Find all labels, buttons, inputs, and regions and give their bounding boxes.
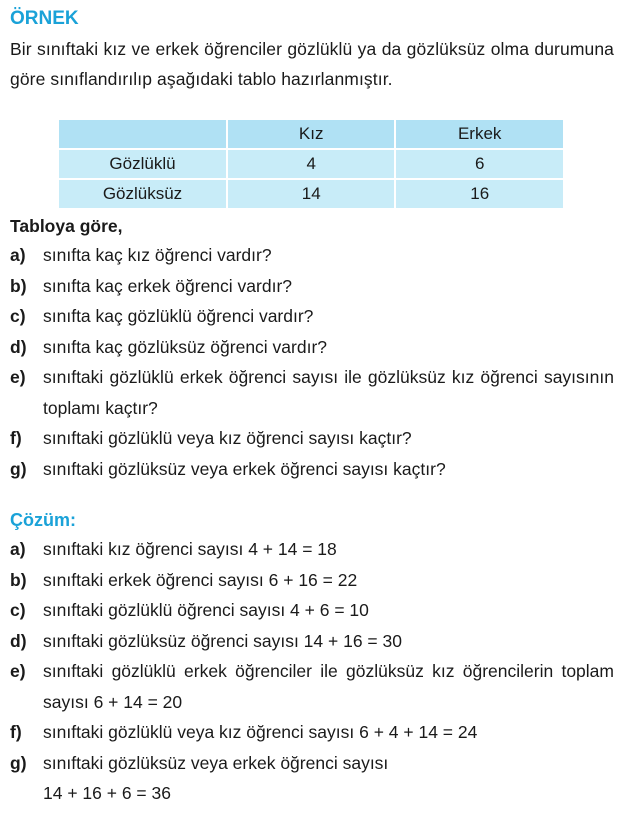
- question-letter: f): [10, 428, 22, 448]
- solution-letter: f): [10, 722, 22, 742]
- table-header-cell: [58, 119, 227, 149]
- question-item: [10, 423, 614, 454]
- question-text: sınıftaki gözlüksüz veya erkek öğrenci sayısı kaçtır?: [43, 458, 446, 479]
- document-page: [10, 6, 614, 809]
- question-item: [10, 332, 614, 363]
- question-letter: b): [10, 275, 27, 296]
- question-letter: g): [10, 458, 27, 479]
- question-item: [10, 301, 614, 332]
- solution-letter: b): [10, 569, 27, 590]
- question-text: sınıftaki gözlüklü erkek öğrenci sayısı ile gözlüksüz kız öğrenci sayısının toplamı kaçtır?: [43, 367, 614, 418]
- solution-letter: a): [10, 539, 26, 559]
- table-cell: 14: [227, 179, 395, 209]
- table-header-cell: Kız: [227, 119, 395, 149]
- questions-list: [10, 240, 614, 484]
- solution-letter: e): [10, 661, 26, 681]
- table-row-label: Gözlüklü: [58, 149, 227, 179]
- table-header-row: [58, 119, 564, 149]
- section-spacer: [10, 484, 614, 506]
- question-letter: a): [10, 245, 26, 265]
- solution-letter: g): [10, 752, 27, 773]
- question-item: [10, 362, 614, 423]
- question-letter: d): [10, 336, 27, 357]
- table-row: [58, 179, 564, 209]
- solution-text: sınıftaki gözlüklü öğrenci sayısı 4 + 6 = 10: [43, 600, 369, 620]
- solution-item: [10, 626, 614, 657]
- data-table: [57, 118, 565, 210]
- table-header-cell: Erkek: [395, 119, 564, 149]
- solution-item: [10, 534, 614, 565]
- solution-text: sınıftaki gözlüksüz veya erkek öğrenci sayısı: [43, 752, 389, 773]
- solution-item: [10, 595, 614, 626]
- data-table-wrapper: [57, 118, 565, 210]
- question-text: sınıfta kaç gözlüklü öğrenci vardır?: [43, 306, 314, 326]
- solution-list: [10, 534, 614, 809]
- solution-letter: d): [10, 630, 27, 651]
- table-cell: 4: [227, 149, 395, 179]
- question-text: sınıftaki gözlüklü veya kız öğrenci sayısı kaçtır?: [43, 428, 412, 448]
- solution-heading: Çözüm:: [10, 510, 76, 530]
- solution-text: sınıftaki gözlüklü veya kız öğrenci sayısı 6 + 4 + 14 = 24: [43, 722, 478, 742]
- solution-text: sınıftaki gözlüklü erkek öğrenciler ile gözlüksüz kız öğrencilerin toplam sayısı 6 + 14 = 20: [43, 661, 614, 712]
- question-text: sınıfta kaç kız öğrenci vardır?: [43, 245, 272, 265]
- example-heading: ÖRNEK: [10, 8, 79, 29]
- table-row-label: Gözlüksüz: [58, 179, 227, 209]
- question-letter: e): [10, 367, 26, 387]
- solution-letter: c): [10, 600, 26, 620]
- solution-item: [10, 565, 614, 596]
- solution-text: sınıftaki gözlüksüz öğrenci sayısı 14 + 16 = 30: [43, 630, 402, 651]
- question-text: sınıfta kaç gözlüksüz öğrenci vardır?: [43, 336, 328, 357]
- solution-text: sınıftaki erkek öğrenci sayısı 6 + 16 = 22: [43, 569, 358, 590]
- question-text: sınıfta kaç erkek öğrenci vardır?: [43, 275, 292, 296]
- solution-continuation: 14 + 16 + 6 = 36: [43, 783, 171, 803]
- table-cell: 16: [395, 179, 564, 209]
- question-item: [10, 271, 614, 302]
- question-item: [10, 454, 614, 485]
- question-item: [10, 240, 614, 271]
- solution-text: sınıftaki kız öğrenci sayısı 4 + 14 = 18: [43, 539, 337, 559]
- example-intro: Bir sınıftaki kız ve erkek öğrenciler gözlüklü ya da gözlüksüz olma durumuna göre sınıflandırılıp aşağıdaki tablo hazırlanmıştır.: [10, 39, 614, 89]
- questions-title: Tabloya göre,: [10, 216, 123, 236]
- solution-item: [10, 748, 614, 779]
- question-letter: c): [10, 306, 26, 326]
- solution-item: [10, 656, 614, 717]
- solution-item: [10, 717, 614, 748]
- table-row: [58, 149, 564, 179]
- table-cell: 6: [395, 149, 564, 179]
